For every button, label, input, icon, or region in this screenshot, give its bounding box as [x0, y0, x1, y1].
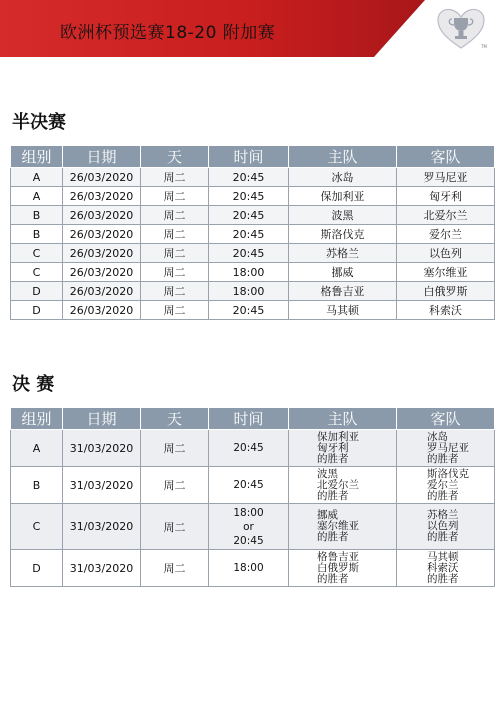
cell-time: 20:45 [209, 187, 289, 206]
cell-home [289, 504, 397, 550]
table-row [11, 225, 495, 244]
cell-group: D [11, 301, 63, 320]
team-line: 马其顿 [427, 550, 459, 563]
winner-line: 的胜者 [427, 489, 459, 502]
cell-time: 18:00 [209, 282, 289, 301]
time-line: 20:45 [233, 441, 264, 454]
col-day: 天 [141, 146, 209, 168]
cell-away: 匈牙利 [397, 187, 495, 206]
svg-text:TM: TM [481, 44, 487, 49]
cell-day: 周二 [141, 225, 209, 244]
col-home: 主队 [289, 408, 397, 430]
semifinals-table [10, 145, 495, 320]
cell-date: 26/03/2020 [63, 263, 141, 282]
cell-group: A [11, 430, 63, 467]
time-line: 18:00 [233, 561, 264, 574]
winner-line: 的胜者 [427, 452, 459, 465]
cell-date: 26/03/2020 [63, 301, 141, 320]
cell-group: C [11, 263, 63, 282]
cell-time [209, 504, 289, 550]
cell-day: 周二 [141, 168, 209, 187]
cell-away [397, 550, 495, 587]
cell-home: 格鲁吉亚 [289, 282, 397, 301]
cell-day: 周二 [141, 430, 209, 467]
cell-away [397, 467, 495, 504]
cell-day: 周二 [141, 282, 209, 301]
cell-home: 挪威 [289, 263, 397, 282]
time-or: or [243, 520, 254, 533]
table-row [11, 263, 495, 282]
team-line: 科索沃 [427, 561, 459, 574]
cell-day: 周二 [141, 263, 209, 282]
team-line: 苏格兰 [427, 509, 459, 521]
cell-date: 26/03/2020 [63, 168, 141, 187]
cell-date: 26/03/2020 [63, 225, 141, 244]
cell-group: B [11, 206, 63, 225]
team-line: 保加利亚 [317, 430, 359, 443]
trophy-logo-icon [432, 4, 490, 54]
col-home: 主队 [289, 146, 397, 168]
cell-away: 以色列 [397, 244, 495, 263]
cell-date: 26/03/2020 [63, 282, 141, 301]
winner-line: 的胜者 [317, 531, 349, 543]
winner-line: 的胜者 [317, 489, 349, 502]
cell-group: D [11, 282, 63, 301]
cell-time: 20:45 [209, 225, 289, 244]
team-line: 斯洛伐克 [427, 467, 469, 480]
cell-home: 马其顿 [289, 301, 397, 320]
team-line: 冰岛 [427, 430, 448, 443]
cell-group: B [11, 225, 63, 244]
cell-group: C [11, 244, 63, 263]
col-date: 日期 [63, 408, 141, 430]
team-line: 匈牙利 [317, 441, 349, 454]
cell-time: 18:00 [209, 263, 289, 282]
cell-away: 北爱尔兰 [397, 206, 495, 225]
cell-time: 20:45 [209, 244, 289, 263]
cell-time: 20:45 [209, 168, 289, 187]
cell-home: 斯洛伐克 [289, 225, 397, 244]
table-row [11, 282, 495, 301]
cell-date: 26/03/2020 [63, 244, 141, 263]
cell-time: 20:45 [209, 301, 289, 320]
time-line: 18:00 [233, 506, 264, 519]
table-row [11, 430, 495, 467]
cell-group: B [11, 467, 63, 504]
col-away: 客队 [397, 146, 495, 168]
table-header-row [11, 146, 495, 168]
page-title: 欧洲杯预选赛18-20 附加赛 [60, 23, 276, 43]
header-banner [0, 0, 500, 57]
cell-away [397, 504, 495, 550]
team-line: 爱尔兰 [427, 478, 459, 491]
cell-day: 周二 [141, 301, 209, 320]
table-row [11, 244, 495, 263]
col-day: 天 [141, 408, 209, 430]
col-time: 时间 [209, 408, 289, 430]
col-group: 组别 [11, 408, 63, 430]
cell-away: 塞尔维亚 [397, 263, 495, 282]
cell-home: 苏格兰 [289, 244, 397, 263]
cell-group: A [11, 168, 63, 187]
cell-day: 周二 [141, 504, 209, 550]
team-line: 挪威 [317, 509, 338, 521]
team-line: 塞尔维亚 [317, 520, 359, 532]
cell-time [209, 430, 289, 467]
table-row [11, 301, 495, 320]
cell-away: 科索沃 [397, 301, 495, 320]
cell-home [289, 467, 397, 504]
cell-date: 31/03/2020 [63, 430, 141, 467]
cell-away: 白俄罗斯 [397, 282, 495, 301]
table-row [11, 550, 495, 587]
cell-date: 31/03/2020 [63, 550, 141, 587]
team-line: 北爱尔兰 [317, 478, 359, 491]
finals-title: 决 赛 [12, 374, 55, 395]
table-row [11, 467, 495, 504]
team-line: 白俄罗斯 [317, 561, 359, 574]
cell-date: 26/03/2020 [63, 187, 141, 206]
cell-date: 31/03/2020 [63, 467, 141, 504]
cell-group: D [11, 550, 63, 587]
cell-home: 冰岛 [289, 168, 397, 187]
cell-away: 爱尔兰 [397, 225, 495, 244]
table-header-row [11, 408, 495, 430]
col-away: 客队 [397, 408, 495, 430]
cell-home: 波黑 [289, 206, 397, 225]
team-line: 罗马尼亚 [427, 441, 469, 454]
table-row [11, 206, 495, 225]
cell-day: 周二 [141, 244, 209, 263]
cell-group: A [11, 187, 63, 206]
cell-away: 罗马尼亚 [397, 168, 495, 187]
cell-away [397, 430, 495, 467]
cell-time [209, 467, 289, 504]
winner-line: 的胜者 [427, 572, 459, 585]
table-row [11, 168, 495, 187]
cell-home [289, 430, 397, 467]
winner-line: 的胜者 [317, 572, 349, 585]
col-group: 组别 [11, 146, 63, 168]
finals-table [10, 407, 495, 587]
table-row [11, 504, 495, 550]
winner-line: 的胜者 [427, 531, 459, 543]
col-time: 时间 [209, 146, 289, 168]
cell-day: 周二 [141, 206, 209, 225]
cell-date: 26/03/2020 [63, 206, 141, 225]
table-row [11, 187, 495, 206]
cell-time: 20:45 [209, 206, 289, 225]
cell-day: 周二 [141, 187, 209, 206]
cell-time [209, 550, 289, 587]
time-line: 20:45 [233, 534, 264, 547]
time-line: 20:45 [233, 478, 264, 491]
semifinals-title: 半决赛 [12, 112, 66, 133]
cell-home: 保加利亚 [289, 187, 397, 206]
team-line: 格鲁吉亚 [317, 550, 359, 563]
cell-home [289, 550, 397, 587]
cell-day: 周二 [141, 467, 209, 504]
col-date: 日期 [63, 146, 141, 168]
cell-date: 31/03/2020 [63, 504, 141, 550]
cell-group: C [11, 504, 63, 550]
team-line: 波黑 [317, 467, 338, 480]
cell-day: 周二 [141, 550, 209, 587]
winner-line: 的胜者 [317, 452, 349, 465]
team-line: 以色列 [427, 520, 459, 532]
